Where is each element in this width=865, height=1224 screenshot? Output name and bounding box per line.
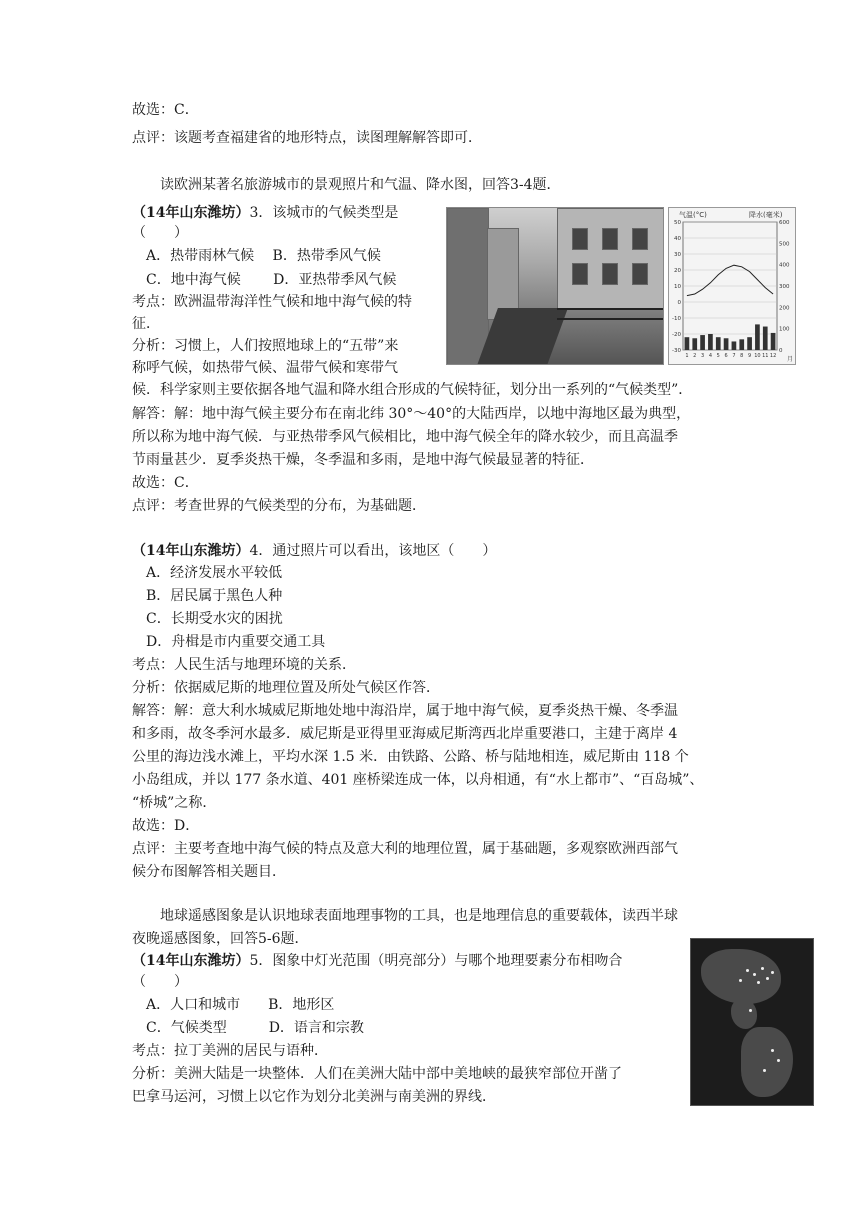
- month-tick-label: 1: [685, 353, 689, 359]
- text-line: 节雨量甚少．夏季炎热干燥，冬季温和多雨，是地中海气候最显著的特征．: [132, 452, 594, 468]
- text-line: 解答：解：意大利水城威尼斯地处地中海沿岸，属于地中海气候，夏季炎热干燥、冬季温: [132, 703, 678, 719]
- month-unit-label: 月: [787, 356, 794, 363]
- text-line: 故选：D．: [132, 818, 200, 834]
- climate-chart: [668, 207, 796, 365]
- question-line: （14年山东潍坊）3．该城市的气候类型是: [132, 205, 399, 221]
- climate-chart-svg: [669, 208, 795, 364]
- precip-bar: [755, 324, 760, 350]
- text-line: 称呼气候，如热带气候、温带气候和寒带气: [132, 360, 398, 376]
- temp-tick-label: 20: [674, 268, 681, 274]
- option-line: C．气候类型 D．语言和宗教: [146, 1020, 364, 1036]
- month-tick-label: 9: [747, 353, 752, 359]
- precip-tick-label: 500: [779, 241, 790, 248]
- temp-tick-label: -30: [672, 348, 681, 354]
- precip-bar: [692, 338, 697, 350]
- text-line: 和多雨，故冬季河水最多．威尼斯是亚得里亚海威尼斯湾西北岸重要港口，主建于离岸 4: [132, 726, 678, 742]
- text-line: （ ）: [132, 225, 188, 241]
- precip-bar: [700, 335, 705, 350]
- option-line: A．人口和城市 B．地形区: [146, 997, 335, 1013]
- precip-bar: [739, 339, 744, 350]
- text-line: 分析：美洲大陆是一块整体．人们在美洲大陆中部中美地峡的最狭窄部位开凿了: [132, 1066, 622, 1082]
- text-line: 考点：人民生活与地理环境的关系．: [132, 657, 356, 673]
- month-tick-label: 4: [708, 353, 713, 359]
- month-tick-label: 11: [762, 353, 769, 359]
- text-line: 所以称为地中海气候．与亚热带季风气候相比，地中海气候全年的降水较少，而且高温季: [132, 429, 678, 445]
- month-tick-label: 10: [754, 353, 761, 359]
- text-line: 征．: [132, 316, 160, 332]
- text-line: 候分布图解答相关题目．: [132, 864, 286, 880]
- precip-bar: [716, 337, 721, 350]
- text-line: 故选：C．: [132, 102, 199, 118]
- text-line: 小岛组成，并以 177 条水道、401 座桥梁连成一体，以舟相通，有“水上都市”、“百岛城”、: [132, 772, 704, 788]
- precip-bar: [708, 334, 713, 350]
- option-line: A．热带雨林气候 B．热带季风气候: [146, 248, 381, 264]
- temp-tick-label: 10: [674, 284, 681, 290]
- month-tick-label: 2: [693, 353, 697, 359]
- text-line: 读欧洲某著名旅游城市的景观照片和气温、降水图，回答3-4题．: [160, 177, 561, 193]
- precip-tick-label: 600: [779, 220, 790, 226]
- night-satellite-image: [690, 938, 814, 1106]
- temp-tick-label: 30: [674, 252, 681, 258]
- precip-axis-label: 降水(毫米): [749, 211, 783, 219]
- month-tick-label: 5: [716, 353, 720, 359]
- text-line: “桥城”之称．: [132, 795, 217, 811]
- month-tick-label: 6: [724, 353, 728, 359]
- precip-bar: [747, 337, 752, 350]
- option-line: C．地中海气候 D．亚热带季风气候: [146, 272, 397, 288]
- text-line: 巴拿马运河，习惯上以它作为划分北美洲与南美洲的界线．: [132, 1089, 496, 1105]
- temp-tick-label: 50: [674, 220, 681, 226]
- text-line: 分析：依据威尼斯的地理位置及所处气候区作答．: [132, 680, 440, 696]
- precip-bar: [763, 327, 768, 350]
- precip-bar: [771, 333, 776, 350]
- text-line: 地球遥感图象是认识地球表面地理事物的工具，也是地理信息的重要载体，读西半球: [160, 908, 678, 924]
- month-tick-label: 8: [740, 353, 744, 359]
- question-line: （14年山东潍坊）4．通过照片可以看出，该地区（ ）: [132, 543, 497, 559]
- option-line: B．居民属于黑色人种: [146, 588, 283, 604]
- text-line: 分析：习惯上，人们按照地球上的“五带”来: [132, 338, 399, 354]
- text-line: （ ）: [132, 974, 188, 990]
- temp-tick-label: 40: [674, 236, 681, 242]
- month-tick-label: 3: [700, 353, 705, 359]
- option-line: D．舟楫是市内重要交通工具: [146, 634, 326, 650]
- text-line: 考点：欧洲温带海洋性气候和地中海气候的特: [132, 294, 412, 310]
- text-line: 公里的海边浅水滩上，平均水深 1.5 米．由铁路、公路、桥与陆地相连，威尼斯由 118 个: [132, 749, 689, 765]
- text-line: 考点：拉丁美洲的居民与语种．: [132, 1043, 328, 1059]
- text-line: 夜晚遥感图象，回答5-6题．: [132, 931, 309, 947]
- month-tick-label: 7: [732, 353, 736, 359]
- precip-bar: [732, 341, 737, 350]
- question-line: （14年山东潍坊）5．图象中灯光范围（明亮部分）与哪个地理要素分布相吻合: [132, 953, 623, 969]
- temp-tick-label: 0: [677, 300, 681, 306]
- option-line: A．经济发展水平较低: [146, 565, 283, 581]
- precip-tick-label: 0: [779, 348, 783, 354]
- text-line: 点评：主要考查地中海气候的特点及意大利的地理位置，属于基础题，多观察欧洲西部气: [132, 841, 678, 857]
- precip-bar: [685, 337, 690, 350]
- temp-tick-label: -20: [672, 332, 681, 338]
- temperature-line: [687, 265, 773, 295]
- venice-canal-photo: [446, 207, 664, 365]
- temp-tick-label: -10: [672, 316, 681, 322]
- precip-tick-label: 100: [779, 326, 790, 333]
- precip-tick-label: 300: [779, 284, 790, 290]
- option-line: C．长期受水灾的困扰: [146, 611, 283, 627]
- month-tick-label: 12: [769, 353, 777, 359]
- precip-bar: [724, 338, 729, 350]
- precip-tick-label: 200: [779, 305, 790, 312]
- temp-axis-label: 气温(°C): [679, 211, 707, 219]
- text-line: 解答：解：地中海气候主要分布在南北纬 30°～40°的大陆西岸，以地中海地区最为典型，: [132, 406, 691, 422]
- text-line: 点评：考查世界的气候类型的分布，为基础题．: [132, 498, 426, 514]
- text-line: 点评：该题考查福建省的地形特点，读图理解解答即可．: [132, 130, 482, 146]
- text-line: 故选：C．: [132, 475, 199, 491]
- text-line: 候．科学家则主要依据各地气温和降水组合形成的气候特征，划分出一系列的“气候类型”．: [132, 382, 693, 398]
- precip-tick-label: 400: [779, 262, 790, 269]
